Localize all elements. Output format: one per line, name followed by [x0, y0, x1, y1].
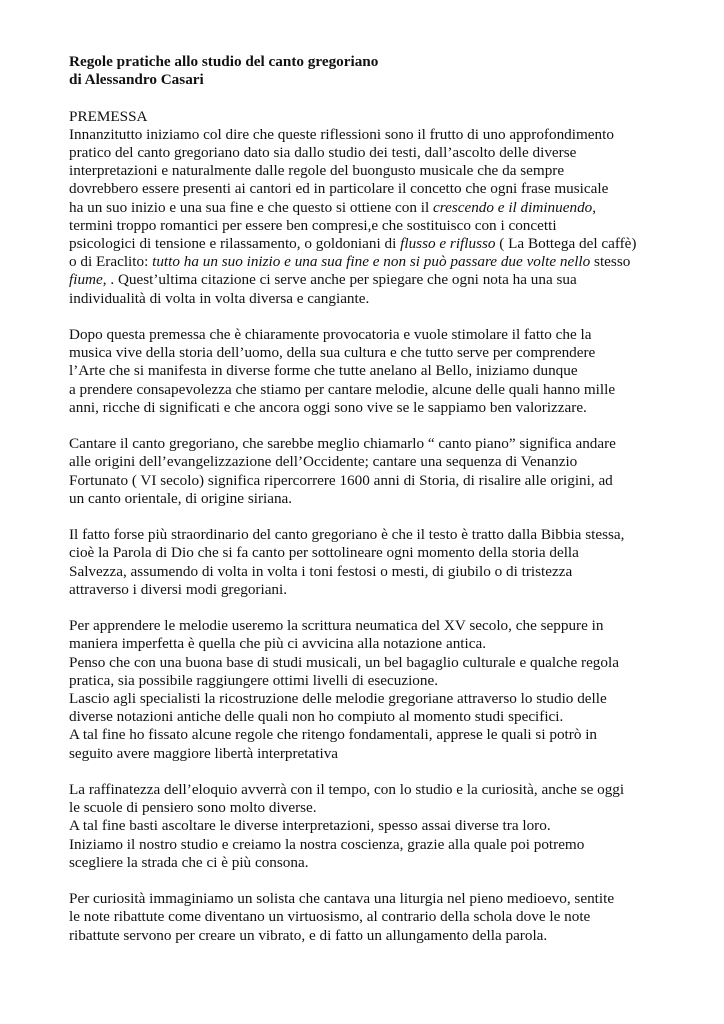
text-segment: attraverso i diversi modi gregoriani.	[69, 580, 288, 598]
text-segment: A tal fine ho fissato alcune regole che ritengo fondamentali, apprese le quali si potrò in	[69, 726, 598, 744]
text-line	[69, 836, 659, 854]
text-segment: le scuole di pensiero sono molto diverse.	[69, 799, 317, 817]
text-line	[69, 453, 659, 471]
text-line	[69, 399, 659, 417]
text-segment: individualità di volta in volta diversa e cangiante.	[69, 289, 370, 307]
text-segment: musica vive della storia dell’uomo, della sua cultura e che tutto serve per comprendere	[69, 344, 596, 362]
paragraph	[69, 526, 659, 599]
text-segment: Penso che con una buona base di studi musicali, un bel bagaglio culturale e qualche regola	[69, 653, 619, 671]
text-segment: Il fatto forse più straordinario del canto gregoriano è che il testo è tratto dalla Bibbia stessa,	[69, 526, 625, 544]
text-line	[69, 344, 659, 362]
text-line	[69, 472, 659, 490]
text-segment: le note ribattute come diventano un virtuosismo, al contrario della schola dove le note	[69, 908, 591, 926]
italic-text: tutto ha un suo inizio e una sua fine e non si può passare due volte nello	[152, 253, 591, 271]
text-line	[69, 271, 659, 289]
text-line	[69, 217, 659, 235]
text-segment: ,	[592, 198, 597, 216]
text-segment: Dopo questa premessa che è chiaramente provocatoria e vuole stimolare il fatto che la	[69, 326, 592, 344]
text-segment: termini troppo romantici per essere ben compresi,e che sostituisco con i concetti	[69, 216, 557, 234]
text-line	[69, 435, 659, 453]
text-line	[69, 690, 659, 708]
text-line	[69, 235, 659, 253]
text-line	[69, 126, 659, 144]
text-segment: un canto orientale, di origine siriana.	[69, 489, 293, 507]
document-author: di Alessandro Casari	[69, 71, 204, 89]
paragraph	[69, 435, 659, 508]
text-line	[69, 253, 659, 271]
text-segment: pratico del canto gregoriano dato sia dallo studio dei testi, dall’ascolto delle diverse	[69, 144, 577, 161]
text-line	[69, 563, 659, 581]
italic-text: fiume	[69, 271, 103, 289]
text-line	[69, 726, 659, 744]
paragraph	[69, 890, 659, 945]
text-line	[69, 854, 659, 872]
text-segment: ( La Bottega del caffè)	[495, 235, 637, 253]
text-line	[69, 908, 659, 926]
document-title: Regole pratiche allo studio del canto gregoriano	[69, 53, 379, 70]
text-segment: La raffinatezza dell’eloquio avverrà con il tempo, con lo studio e la curiosità, anche se oggi	[69, 781, 625, 799]
document-header	[69, 53, 659, 89]
header-spacer	[69, 89, 659, 107]
text-segment: A tal fine basti ascoltare le diverse interpretazioni, spesso assai diverse tra loro.	[69, 817, 551, 835]
text-segment: dovrebbero essere presenti ai cantori ed in particolare il concetto che ogni frase musicale	[69, 180, 609, 198]
text-segment: scegliere la strada che ci è più consona.	[69, 853, 309, 871]
document-body	[69, 126, 659, 945]
text-line	[69, 490, 659, 508]
section-heading: PREMESSA	[69, 107, 148, 125]
text-segment: pratica, sia possibile raggiungere ottimi livelli di esecuzione.	[69, 671, 439, 689]
text-segment: Per curiosità immaginiamo un solista che cantava una liturgia nel pieno medioevo, sentite	[69, 890, 615, 908]
text-line	[69, 544, 659, 562]
italic-text: flusso e riflusso	[400, 235, 496, 253]
text-segment: Innanzitutto iniziamo col dire che queste riflessioni sono il frutto di uno approfondimento	[69, 125, 614, 143]
text-line	[69, 290, 659, 308]
text-segment: psicologici di tensione e rilassamento, o goldoniani di	[69, 235, 401, 253]
text-segment: anni, ricche di significati e che ancora oggi sono vive se le sappiamo ben valorizzare.	[69, 398, 587, 416]
text-segment: , . Quest’ultima citazione ci serve anche per spiegare che ogni nota ha una sua	[102, 271, 577, 289]
text-segment: seguito avere maggiore libertà interpretativa	[69, 744, 339, 762]
text-segment: diverse notazioni antiche delle quali non ho compiuto al momento studi specifici.	[69, 708, 564, 726]
text-line	[69, 672, 659, 690]
italic-text: crescendo e il diminuendo	[432, 198, 593, 216]
text-segment: ha un suo inizio e una sua fine e che questo si ottiene con il	[69, 198, 433, 216]
paragraph	[69, 781, 659, 872]
text-line	[69, 362, 659, 380]
text-line	[69, 199, 659, 217]
text-line	[69, 654, 659, 672]
text-line	[69, 635, 659, 653]
text-line	[69, 745, 659, 763]
text-segment: Per apprendere le melodie useremo la scrittura neumatica del XV secolo, che seppure in	[69, 617, 604, 635]
text-line	[69, 890, 659, 908]
text-line	[69, 162, 659, 180]
text-line	[69, 799, 659, 817]
text-line	[69, 708, 659, 726]
text-segment: maniera imperfetta è quella che più ci avvicina alla notazione antica.	[69, 635, 487, 653]
text-segment: Iniziamo il nostro studio e creiamo la nostra coscienza, grazie alla quale poi potremo	[69, 835, 585, 853]
text-segment: o di Eraclito:	[69, 253, 153, 271]
text-line	[69, 817, 659, 835]
text-line	[69, 381, 659, 399]
text-segment: Fortunato ( VI secolo) significa ripercorrere 1600 anni di Storia, di risalire alle origini, ad	[69, 471, 613, 489]
text-segment: cioè la Parola di Dio che si fa canto per sottolineare ogni momento della storia della	[69, 544, 579, 562]
text-line	[69, 781, 659, 799]
text-line	[69, 617, 659, 635]
text-line	[69, 581, 659, 599]
document-page	[69, 53, 659, 945]
text-segment: alle origini dell’evangelizzazione dell’Occidente; cantare una sequenza di Venanzio	[69, 453, 578, 471]
text-segment: l’Arte che si manifesta in diverse forme che tutte anelano al Bello, iniziamo dunque	[69, 362, 578, 380]
text-line	[69, 144, 659, 162]
text-segment: Lascio agli specialisti la ricostruzione delle melodie gregoriane attraverso lo studio delle	[69, 690, 607, 708]
text-segment: ribattute servono per creare un vibrato, e di fatto un allungamento della parola.	[69, 926, 548, 944]
text-segment: a prendere consapevolezza che stiamo per cantare melodie, alcune delle quali hanno mille	[69, 380, 616, 398]
text-segment: Cantare il canto gregoriano, che sarebbe meglio chiamarlo “ canto piano” significa andare	[69, 435, 616, 453]
text-segment: interpretazioni e naturalmente dalle regole del buongusto musicale che da sempre	[69, 162, 565, 180]
paragraph	[69, 326, 659, 417]
text-line	[69, 526, 659, 544]
text-line	[69, 927, 659, 945]
text-line	[69, 326, 659, 344]
text-line	[69, 180, 659, 198]
text-segment: stesso	[590, 253, 631, 271]
text-segment: Salvezza, assumendo di volta in volta i toni festosi o mesti, di giubilo o di tristezza	[69, 562, 573, 580]
paragraph	[69, 617, 659, 763]
paragraph	[69, 126, 659, 308]
